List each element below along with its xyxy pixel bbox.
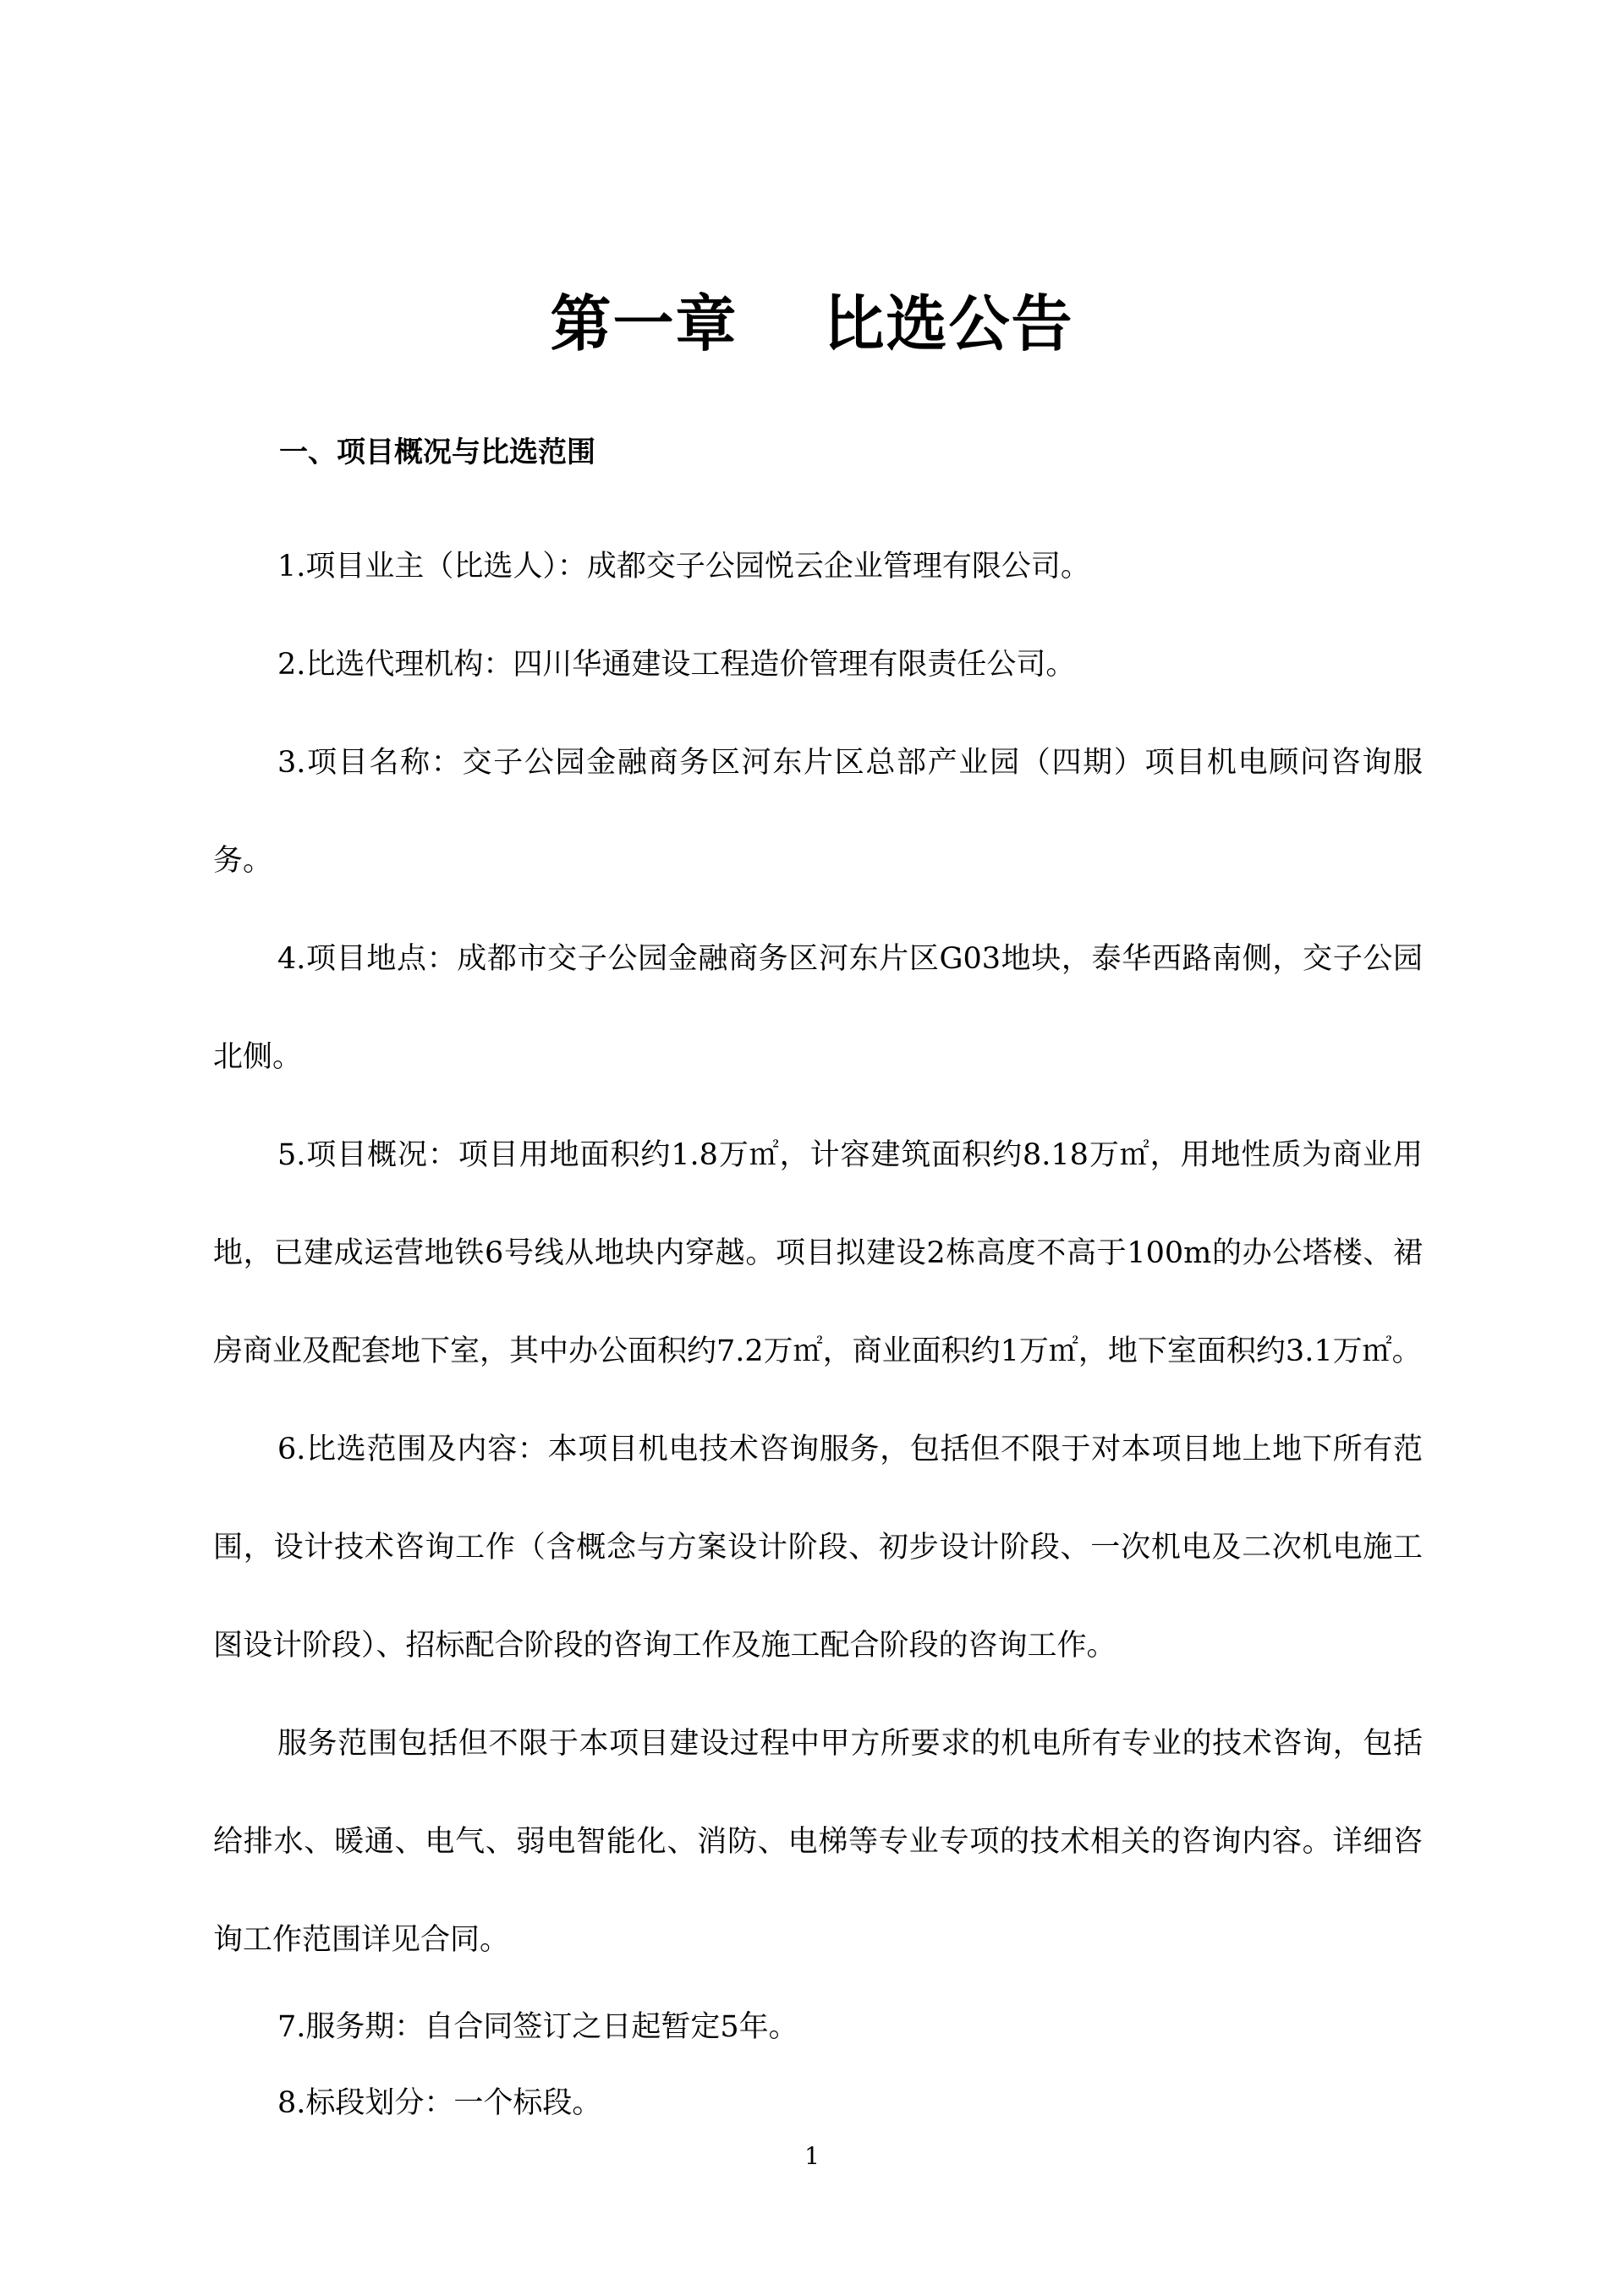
document-body	[213, 518, 1423, 2141]
page-number: 1	[804, 2142, 820, 2170]
chapter-title: 第一章 比选公告	[550, 288, 1074, 359]
paragraph-selection-scope: 6.比选范围及内容：本项目机电技术咨询服务，包括但不限于对本项目地上地下所有范围，设计技术咨询工作（含概念与方案设计阶段、初步设计阶段、一次机电及二次机电施工图设计阶段）、招标配合阶段的咨询工作及施工配合阶段的咨询工作。	[213, 1433, 1423, 1663]
paragraph-project-overview: 5.项目概况：项目用地面积约1.8万㎡，计容建筑面积约8.18万㎡，用地性质为商业用地，已建成运营地铁6号线从地块内穿越。项目拟建设2栋高度不高于100m的办公塔楼、裙房商业及配套地下室，其中办公面积约7.2万㎡，商业面积约1万㎡，地下室面积约3.1万㎡。	[213, 1138, 1423, 1368]
paragraph-lot-division: 8.标段划分：一个标段。	[277, 2086, 602, 2120]
paragraph-project-owner: 1.项目业主（比选人）：成都交子公园悦云企业管理有限公司。	[277, 550, 1090, 584]
paragraph-service-period: 7.服务期：自合同签订之日起暂定5年。	[277, 2010, 798, 2044]
paragraph-agency: 2.比选代理机构：四川华通建设工程造价管理有限责任公司。	[277, 648, 1076, 682]
paragraph-service-scope: 服务范围包括但不限于本项目建设过程中甲方所要求的机电所有专业的技术咨询，包括给排水、暖通、电气、弱电智能化、消防、电梯等专业专项的技术相关的咨询内容。详细咨询工作范围详见合同。	[213, 1727, 1423, 1957]
paragraph-project-name: 3.项目名称：交子公园金融商务区河东片区总部产业园（四期）项目机电顾问咨询服务。	[213, 746, 1423, 878]
paragraph-project-location: 4.项目地点：成都市交子公园金融商务区河东片区G03地块，泰华西路南侧，交子公园北侧。	[213, 942, 1423, 1074]
section-heading: 一、项目概况与比选范围	[279, 436, 595, 469]
